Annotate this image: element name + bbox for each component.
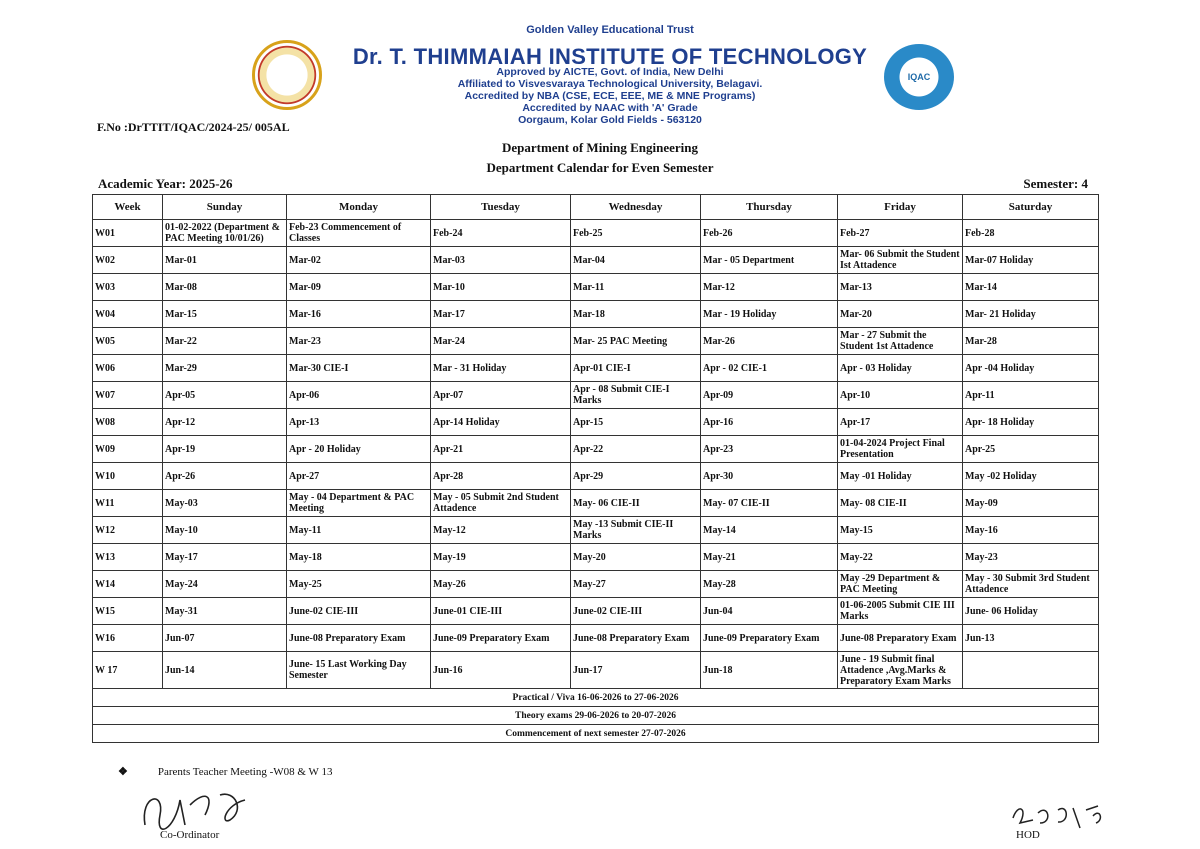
day-cell: May - 30 Submit 3rd Student Attadence (963, 571, 1099, 598)
table-row (93, 625, 1099, 652)
department-title: Department of Mining Engineering (501, 140, 699, 155)
day-cell: Apr-17 (838, 409, 963, 436)
day-cell: Apr-29 (571, 463, 701, 490)
day-cell: Apr-26 (163, 463, 287, 490)
day-cell: Apr-28 (431, 463, 571, 490)
week-cell: W15 (93, 598, 163, 625)
table-row (93, 652, 1099, 689)
table-row (93, 517, 1099, 544)
table-row (93, 463, 1099, 490)
day-cell: June- 06 Holiday (963, 598, 1099, 625)
week-cell: W01 (93, 220, 163, 247)
day-cell: Mar-14 (963, 274, 1099, 301)
day-cell: May-31 (163, 598, 287, 625)
column-header-sunday: Sunday (163, 195, 287, 220)
footer-row (93, 707, 1099, 725)
day-cell: Mar-30 CIE-I (287, 355, 431, 382)
day-cell: Feb-26 (701, 220, 838, 247)
day-cell: Apr-11 (963, 382, 1099, 409)
day-cell: 01-06-2005 Submit CIE III Marks (838, 598, 963, 625)
day-cell: Mar- 06 Submit the Student Ist Attadence (838, 247, 963, 274)
day-cell: May-28 (701, 571, 838, 598)
day-cell: Mar-20 (838, 301, 963, 328)
trust-name: Golden Valley Educational Trust (526, 24, 694, 36)
day-cell: Apr-15 (571, 409, 701, 436)
table-row (93, 544, 1099, 571)
day-cell: Mar- 21 Holiday (963, 301, 1099, 328)
day-cell: May-22 (838, 544, 963, 571)
day-cell: Mar - 27 Submit the Student 1st Attadence (838, 328, 963, 355)
day-cell: Mar-26 (701, 328, 838, 355)
table-row (93, 301, 1099, 328)
institute-name: Dr. T. THIMMAIAH INSTITUTE OF TECHNOLOGY (352, 44, 868, 69)
hod-label: HOD (1016, 829, 1040, 841)
table-row (93, 274, 1099, 301)
approval-line: Approved by AICTE, Govt. of India, New Delhi (496, 66, 724, 78)
day-cell: Apr-21 (431, 436, 571, 463)
day-cell: Mar-22 (163, 328, 287, 355)
nba-line: Accredited by NBA (CSE, ECE, EEE, ME & MNE Programs) (464, 90, 756, 102)
day-cell: Mar-09 (287, 274, 431, 301)
day-cell: Mar-02 (287, 247, 431, 274)
table-row (93, 382, 1099, 409)
day-cell: Apr-23 (701, 436, 838, 463)
table-row (93, 571, 1099, 598)
day-cell: May -02 Holiday (963, 463, 1099, 490)
day-cell: Apr-05 (163, 382, 287, 409)
day-cell: May-23 (963, 544, 1099, 571)
day-cell: Apr -04 Holiday (963, 355, 1099, 382)
table-row (93, 436, 1099, 463)
day-cell: May-14 (701, 517, 838, 544)
week-cell: W09 (93, 436, 163, 463)
day-cell: Feb-23 Commencement of Classes (287, 220, 431, 247)
day-cell: May - 04 Department & PAC Meeting (287, 490, 431, 517)
day-cell: Apr-10 (838, 382, 963, 409)
day-cell: June-08 Preparatory Exam (571, 625, 701, 652)
column-header-tuesday: Tuesday (431, 195, 571, 220)
day-cell: Mar - 05 Department (701, 247, 838, 274)
day-cell: Apr-12 (163, 409, 287, 436)
day-cell: Apr-01 CIE-I (571, 355, 701, 382)
academic-year: Academic Year: 2025-26 (98, 176, 233, 191)
day-cell: May -01 Holiday (838, 463, 963, 490)
table-row (93, 328, 1099, 355)
day-cell: Apr-06 (287, 382, 431, 409)
column-header-monday: Monday (287, 195, 431, 220)
table-row (93, 409, 1099, 436)
week-cell: W05 (93, 328, 163, 355)
week-cell: W 17 (93, 652, 163, 689)
calendar-table (92, 194, 1099, 743)
day-cell: May-12 (431, 517, 571, 544)
day-cell: Jun-04 (701, 598, 838, 625)
day-cell: June-01 CIE-III (431, 598, 571, 625)
footer-note: Commencement of next semester 27-07-2026 (93, 725, 1099, 743)
day-cell: May-03 (163, 490, 287, 517)
day-cell: Mar-24 (431, 328, 571, 355)
week-cell: W07 (93, 382, 163, 409)
day-cell: May- 06 CIE-II (571, 490, 701, 517)
day-cell: May-17 (163, 544, 287, 571)
iqac-logo-text: IQAC (907, 72, 931, 82)
day-cell: June-09 Preparatory Exam (701, 625, 838, 652)
day-cell: June-09 Preparatory Exam (431, 625, 571, 652)
day-cell: June-08 Preparatory Exam (838, 625, 963, 652)
day-cell: Mar-04 (571, 247, 701, 274)
week-cell: W11 (93, 490, 163, 517)
day-cell: Apr - 20 Holiday (287, 436, 431, 463)
column-header-friday: Friday (838, 195, 963, 220)
table-header-row (93, 195, 1099, 220)
address-line: Oorgaum, Kolar Gold Fields - 563120 (518, 114, 702, 126)
day-cell: May-25 (287, 571, 431, 598)
day-cell: May-26 (431, 571, 571, 598)
day-cell: June-02 CIE-III (287, 598, 431, 625)
day-cell: Apr - 02 CIE-1 (701, 355, 838, 382)
day-cell: Apr-19 (163, 436, 287, 463)
file-number: F.No :DrTTIT/IQAC/2024-25/ 005AL (97, 120, 290, 134)
day-cell: Apr-30 (701, 463, 838, 490)
day-cell: May-09 (963, 490, 1099, 517)
day-cell (963, 652, 1099, 689)
column-header-week: Week (93, 195, 163, 220)
day-cell: Apr-07 (431, 382, 571, 409)
day-cell: Apr- 18 Holiday (963, 409, 1099, 436)
coordinator-signature (135, 785, 265, 835)
day-cell: Mar-03 (431, 247, 571, 274)
day-cell: Mar-07 Holiday (963, 247, 1099, 274)
day-cell: Apr - 08 Submit CIE-I Marks (571, 382, 701, 409)
calendar-title: Department Calendar for Even Semester (486, 160, 714, 175)
day-cell: Mar-13 (838, 274, 963, 301)
day-cell: June - 19 Submit final Attadence ,Avg.Marks & Preparatory Exam Marks (838, 652, 963, 689)
week-cell: W16 (93, 625, 163, 652)
day-cell: Jun-16 (431, 652, 571, 689)
week-cell: W03 (93, 274, 163, 301)
day-cell: Mar - 31 Holiday (431, 355, 571, 382)
table-row (93, 220, 1099, 247)
day-cell: Mar-23 (287, 328, 431, 355)
day-cell: June-08 Preparatory Exam (287, 625, 431, 652)
day-cell: Apr-16 (701, 409, 838, 436)
day-cell: Jun-13 (963, 625, 1099, 652)
day-cell: May-21 (701, 544, 838, 571)
day-cell: Mar-16 (287, 301, 431, 328)
ptm-note (118, 765, 332, 778)
day-cell: Feb-28 (963, 220, 1099, 247)
day-cell: Mar-18 (571, 301, 701, 328)
column-header-saturday: Saturday (963, 195, 1099, 220)
footer-row (93, 725, 1099, 743)
footer-note: Theory exams 29-06-2026 to 20-07-2026 (93, 707, 1099, 725)
day-cell: Jun-18 (701, 652, 838, 689)
day-cell: Feb-27 (838, 220, 963, 247)
coordinator-label: Co-Ordinator (160, 829, 220, 841)
day-cell: May-18 (287, 544, 431, 571)
naac-line: Accredited by NAAC with 'A' Grade (522, 102, 698, 114)
week-cell: W02 (93, 247, 163, 274)
table-row (93, 490, 1099, 517)
column-header-thursday: Thursday (701, 195, 838, 220)
column-header-wednesday: Wednesday (571, 195, 701, 220)
day-cell: May- 08 CIE-II (838, 490, 963, 517)
day-cell: May- 07 CIE-II (701, 490, 838, 517)
day-cell: May - 05 Submit 2nd Student Attadence (431, 490, 571, 517)
semester: Semester: 4 (1023, 176, 1088, 191)
bullet-icon: ❖ (118, 766, 128, 778)
day-cell: Mar-15 (163, 301, 287, 328)
footer-row (93, 689, 1099, 707)
table-row (93, 247, 1099, 274)
day-cell: May-27 (571, 571, 701, 598)
day-cell: Mar- 25 PAC Meeting (571, 328, 701, 355)
day-cell: May-15 (838, 517, 963, 544)
day-cell: Apr-13 (287, 409, 431, 436)
day-cell: Mar - 19 Holiday (701, 301, 838, 328)
day-cell: Mar-10 (431, 274, 571, 301)
day-cell: Mar-08 (163, 274, 287, 301)
day-cell: 01-04-2024 Project Final Presentation (838, 436, 963, 463)
day-cell: 01-02-2022 (Department & PAC Meeting 10/01/26) (163, 220, 287, 247)
day-cell: May-16 (963, 517, 1099, 544)
day-cell: Mar-01 (163, 247, 287, 274)
table-row (93, 598, 1099, 625)
table-row (93, 355, 1099, 382)
affiliation-line: Affiliated to Visvesvaraya Technological University, Belagavi. (457, 78, 763, 90)
day-cell: Apr-14 Holiday (431, 409, 571, 436)
day-cell: Jun-07 (163, 625, 287, 652)
day-cell: May-10 (163, 517, 287, 544)
ptm-text: Parents Teacher Meeting -W08 & W 13 (157, 766, 333, 778)
day-cell: May-24 (163, 571, 287, 598)
footer-note: Practical / Viva 16-06-2026 to 27-06-2026 (93, 689, 1099, 707)
day-cell: Apr-27 (287, 463, 431, 490)
week-cell: W12 (93, 517, 163, 544)
day-cell: Jun-14 (163, 652, 287, 689)
day-cell: Apr-22 (571, 436, 701, 463)
day-cell: Apr - 03 Holiday (838, 355, 963, 382)
day-cell: Feb-25 (571, 220, 701, 247)
day-cell: May-20 (571, 544, 701, 571)
day-cell: Jun-17 (571, 652, 701, 689)
week-cell: W13 (93, 544, 163, 571)
week-cell: W06 (93, 355, 163, 382)
day-cell: May -29 Department & PAC Meeting (838, 571, 963, 598)
day-cell: Mar-12 (701, 274, 838, 301)
day-cell: Feb-24 (431, 220, 571, 247)
day-cell: June-02 CIE-III (571, 598, 701, 625)
day-cell: Mar-28 (963, 328, 1099, 355)
day-cell: Mar-17 (431, 301, 571, 328)
day-cell: May-11 (287, 517, 431, 544)
week-cell: W10 (93, 463, 163, 490)
day-cell: May-19 (431, 544, 571, 571)
week-cell: W04 (93, 301, 163, 328)
day-cell: Apr-25 (963, 436, 1099, 463)
day-cell: May -13 Submit CIE-II Marks (571, 517, 701, 544)
day-cell: Apr-09 (701, 382, 838, 409)
week-cell: W14 (93, 571, 163, 598)
day-cell: June- 15 Last Working Day Semester (287, 652, 431, 689)
week-cell: W08 (93, 409, 163, 436)
day-cell: Mar-29 (163, 355, 287, 382)
day-cell: Mar-11 (571, 274, 701, 301)
